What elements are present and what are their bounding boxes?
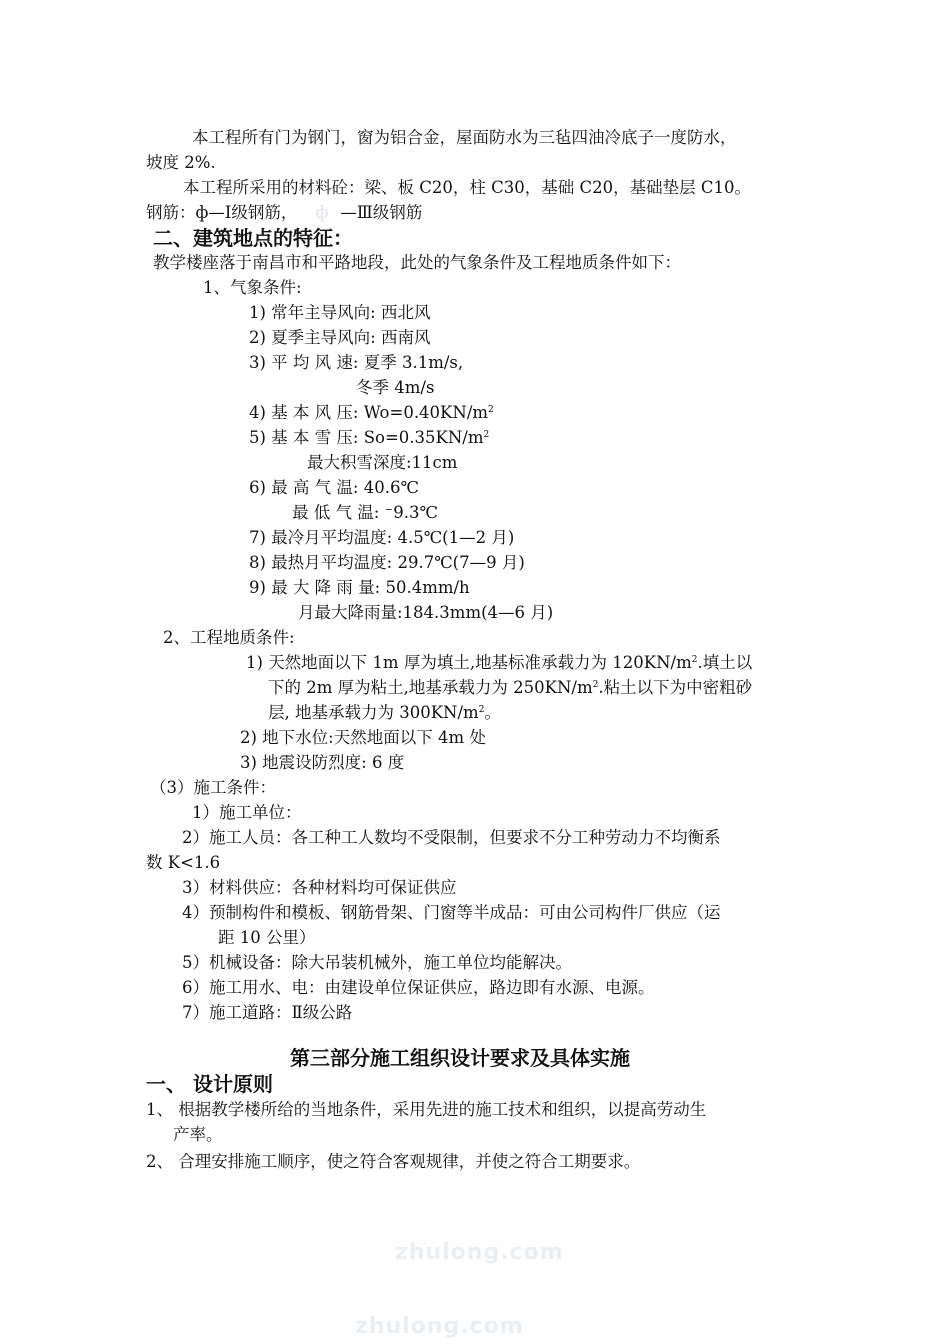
- weather-item: 2) 夏季主导风向: 西南风: [249, 328, 431, 347]
- rebar-grade-3: —Ⅲ级钢筋: [340, 203, 423, 222]
- weather-item: 1) 常年主导风向: 西北风: [249, 303, 431, 322]
- rebar-grade-1: 钢筋：ф—Ⅰ级钢筋，: [146, 203, 298, 222]
- principle-2: 2、 合理安排施工顺序，使之符合客观规律，并使之符合工期要求。: [146, 1152, 641, 1171]
- weather-item: 6) 最 高 气 温: 40.6℃: [249, 478, 419, 497]
- weather-title: 1、气象条件:: [203, 278, 302, 297]
- weather-item: 8) 最热月平均温度: 29.7℃(7—9 月): [249, 553, 525, 572]
- weather-item: 月最大降雨量:184.3mm(4—6 月): [298, 603, 554, 622]
- weather-item: 9) 最 大 降 雨 量: 50.4mm/h: [249, 578, 470, 597]
- weather-item: 4) 基 本 风 压: $Wo=0.40KN/m^2$: [249, 403, 494, 422]
- section-2-heading: 二、建筑地点的特征：: [153, 226, 353, 250]
- construction-item: 4）预制构件和模板、钢筋骨架、门窗等半成品：可由公司构件厂供应（运: [182, 903, 721, 922]
- intro-line-2: 坡度 2%.: [146, 153, 216, 172]
- geology-title: 2、工程地质条件:: [163, 628, 295, 647]
- rebar-symbol: ф: [315, 203, 329, 222]
- construction-item: 3）材料供应：各种材料均可保证供应: [182, 878, 457, 897]
- geology-item-3: 3) 地震设防烈度: 6 度: [240, 753, 405, 772]
- weather-item: 最大积雪深度:11cm: [307, 453, 458, 472]
- part-3-title: 第三部分施工组织设计要求及具体实施: [290, 1046, 630, 1070]
- construction-item: 2）施工人员：各工种工人数均不受限制，但要求不分工种劳动力不均衡系: [182, 828, 721, 847]
- intro-line-1: 本工程所有门为钢门，窗为铝合金，屋面防水为三毡四油冷底子一度防水，: [192, 128, 737, 147]
- weather-item: 5) 基 本 雪 压: $So=0.35KN/m^2$: [249, 428, 490, 447]
- watermark: zhulong.com: [355, 1314, 524, 1339]
- weather-item: 3) 平 均 风 速: 夏季 3.1m/s,: [249, 353, 464, 372]
- construction-item: 距 10 公里）: [218, 928, 316, 947]
- geology-item-1-line-1: 1) 天然地面以下 1m 厚为填土,地基标准承载力为 $120KN/m^2$.填土以: [246, 653, 753, 672]
- section-2-lead: 教学楼座落于南昌市和平路地段，此处的气象条件及工程地质条件如下：: [153, 253, 681, 272]
- intro-line-3: 本工程所采用的材料砼：梁、板 C20，柱 C30，基础 C20，基础垫层 C10。: [183, 178, 751, 197]
- construction-item: 5）机械设备：除大吊装机械外，施工单位均能解决。: [182, 953, 572, 972]
- weather-item: 最 低 气 温: ⁻9.3℃: [292, 503, 438, 522]
- construction-item: 7）施工道路：Ⅱ级公路: [182, 1003, 353, 1022]
- principle-1-line-2: 产率。: [173, 1125, 223, 1144]
- geology-item-1-line-2: 下的 2m 厚为粘土,地基承载力为 $250KN/m^2$.粘土以下为中密粗砂: [268, 678, 753, 697]
- design-principles-heading: 一、 设计原则: [146, 1072, 273, 1096]
- construction-item: 数 K<1.6: [146, 853, 221, 872]
- principle-1-line-1: 1、 根据教学楼所给的当地条件，采用先进的施工技术和组织，以提高劳动生: [146, 1100, 707, 1119]
- construction-title: （3）施工条件：: [150, 778, 276, 797]
- geology-item-1-line-3: 层, 地基承载力为 $300KN/m^2$。: [268, 703, 501, 722]
- weather-item: 冬季 4m/s: [356, 378, 435, 397]
- geology-item-2: 2) 地下水位:天然地面以下 4m 处: [240, 728, 486, 747]
- watermark: zhulong.com: [395, 1240, 564, 1265]
- intro-line-4: [146, 201, 422, 225]
- weather-item: 7) 最冷月平均温度: 4.5℃(1—2 月): [249, 528, 515, 547]
- construction-item: 6）施工用水、电：由建设单位保证供应，路边即有水源、电源。: [182, 978, 655, 997]
- construction-item: 1）施工单位：: [192, 803, 302, 822]
